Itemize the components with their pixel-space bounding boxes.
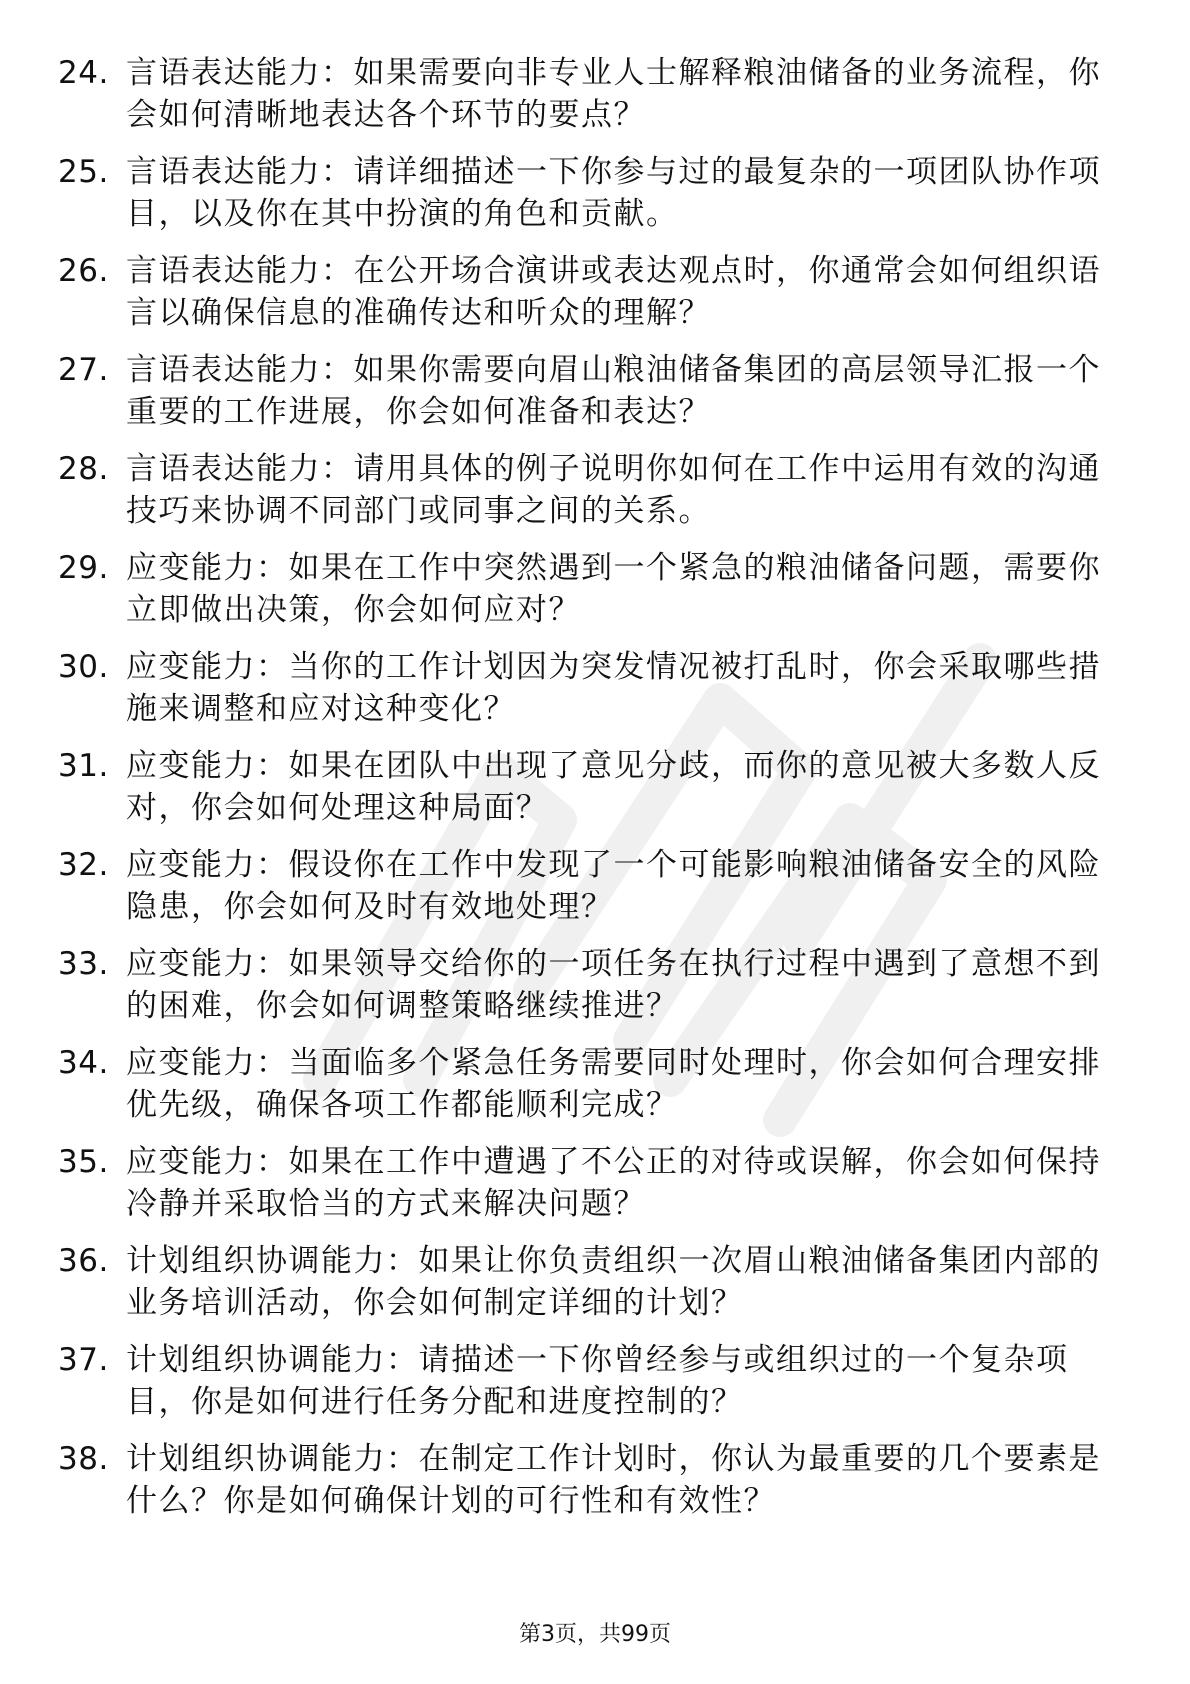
- question-item: [58, 646, 1128, 730]
- question-number: 38.: [58, 1441, 109, 1477]
- question-text: 言语表达能力：如果需要向非专业人士解释粮油储备的业务流程，你会如何清晰地表达各个环节的要点？: [126, 55, 1101, 133]
- question-item: [58, 943, 1128, 1027]
- question-text: 计划组织协调能力：在制定工作计划时，你认为最重要的几个要素是什么？你是如何确保计划的可行性和有效性？: [126, 1441, 1101, 1519]
- question-text: 言语表达能力：如果你需要向眉山粮油储备集团的高层领导汇报一个重要的工作进展，你会如何准备和表达？: [126, 352, 1101, 430]
- question-item: [58, 1042, 1128, 1126]
- question-item: [58, 349, 1128, 433]
- question-text: 言语表达能力：在公开场合演讲或表达观点时，你通常会如何组织语言以确保信息的准确传达和听众的理解？: [126, 253, 1101, 331]
- question-number: 34.: [58, 1045, 109, 1081]
- question-item: [58, 1240, 1128, 1324]
- question-number: 29.: [58, 550, 109, 586]
- page-footer: 第3页，共99页: [519, 1622, 671, 1647]
- question-list: [58, 52, 1128, 1537]
- question-text: 言语表达能力：请详细描述一下你参与过的最复杂的一项团队协作项目，以及你在其中扮演的角色和贡献。: [126, 154, 1101, 232]
- question-number: 26.: [58, 253, 109, 289]
- question-number: 32.: [58, 847, 109, 883]
- question-number: 30.: [58, 649, 109, 685]
- question-text: 应变能力：如果领导交给你的一项任务在执行过程中遇到了意想不到的困难，你会如何调整策略继续推进？: [126, 946, 1101, 1024]
- question-number: 33.: [58, 946, 109, 982]
- question-item: [58, 151, 1128, 235]
- question-item: [58, 844, 1128, 928]
- question-item: [58, 448, 1128, 532]
- question-number: 36.: [58, 1243, 109, 1279]
- question-number: 37.: [58, 1342, 109, 1378]
- question-number: 24.: [58, 55, 109, 91]
- question-text: 应变能力：如果在工作中遭遇了不公正的对待或误解，你会如何保持冷静并采取恰当的方式来解决问题？: [126, 1144, 1101, 1222]
- question-number: 28.: [58, 451, 109, 487]
- question-item: [58, 250, 1128, 334]
- question-text: 言语表达能力：请用具体的例子说明你如何在工作中运用有效的沟通技巧来协调不同部门或同事之间的关系。: [126, 451, 1101, 529]
- question-item: [58, 52, 1128, 136]
- question-item: [58, 745, 1128, 829]
- question-number: 25.: [58, 154, 109, 190]
- question-item: [58, 547, 1128, 631]
- question-item: [58, 1438, 1128, 1522]
- question-number: 31.: [58, 748, 109, 784]
- question-text: 应变能力：当你的工作计划因为突发情况被打乱时，你会采取哪些措施来调整和应对这种变化？: [126, 649, 1101, 727]
- question-text: 计划组织协调能力：请描述一下你曾经参与或组织过的一个复杂项目，你是如何进行任务分配和进度控制的？: [126, 1342, 1069, 1420]
- question-item: [58, 1141, 1128, 1225]
- question-text: 应变能力：假设你在工作中发现了一个可能影响粮油储备安全的风险隐患，你会如何及时有效地处理？: [126, 847, 1101, 925]
- question-text: 应变能力：当面临多个紧急任务需要同时处理时，你会如何合理安排优先级，确保各项工作都能顺利完成？: [126, 1045, 1101, 1123]
- question-text: 计划组织协调能力：如果让你负责组织一次眉山粮油储备集团内部的业务培训活动，你会如何制定详细的计划？: [126, 1243, 1101, 1321]
- question-item: [58, 1339, 1128, 1423]
- question-text: 应变能力：如果在工作中突然遇到一个紧急的粮油储备问题，需要你立即做出决策，你会如何应对？: [126, 550, 1101, 628]
- question-text: 应变能力：如果在团队中出现了意见分歧，而你的意见被大多数人反对，你会如何处理这种局面？: [126, 748, 1101, 826]
- question-number: 35.: [58, 1144, 109, 1180]
- question-number: 27.: [58, 352, 109, 388]
